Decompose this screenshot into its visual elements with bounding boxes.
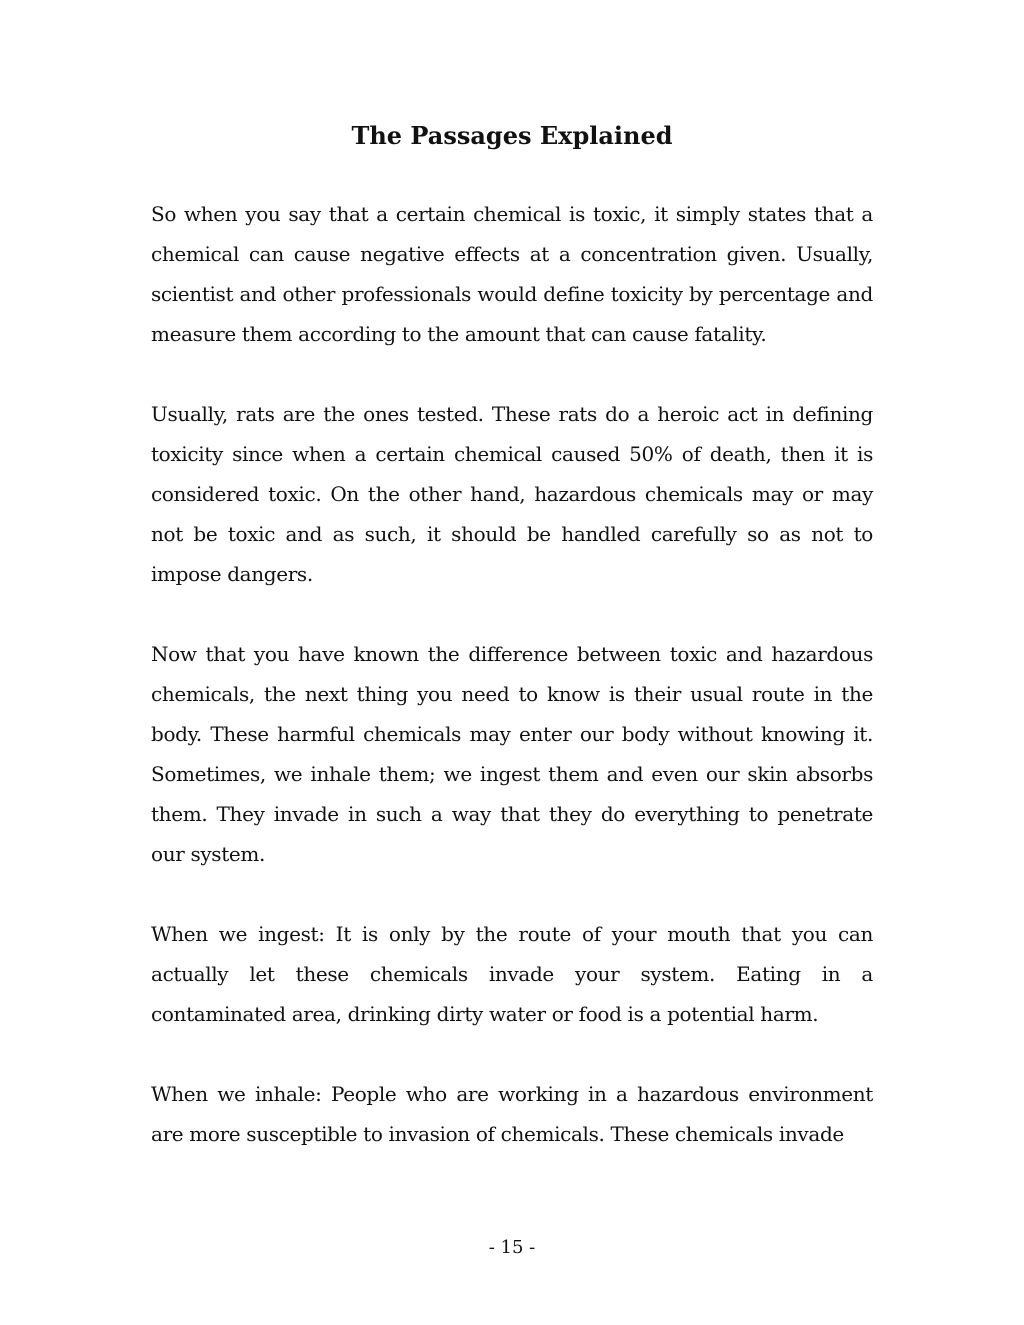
paragraph-5: When we inhale: People who are working in a hazardous environment are more susceptible to invasion of chemicals. These chemicals invade	[151, 1082, 873, 1146]
body-text	[151, 194, 873, 1154]
paragraph-3: Now that you have known the difference between toxic and hazardous chemicals, the next thing you need to know is their usual route in the body. These harmful chemicals may enter our body without knowing it. Sometimes, we inhale them; we ingest them and even our skin absorbs them. They invade in such a way that they do everything to penetrate our system.	[151, 642, 873, 866]
page-number: - 15 -	[488, 1237, 536, 1258]
paragraph-4: When we ingest: It is only by the route of your mouth that you can actually let these chemicals invade your system. Eating in a contaminated area, drinking dirty water or food is a potential harm.	[151, 922, 873, 1026]
paragraph-2: Usually, rats are the ones tested. These rats do a heroic act in defining toxicity since when a certain chemical caused 50% of death, then it is considered toxic. On the other hand, hazardous chemicals may or may not be toxic and as such, it should be handled carefully so as not to impose dangers.	[151, 402, 873, 586]
paragraph-1: So when you say that a certain chemical is toxic, it simply states that a chemical can cause negative effects at a concentration given. Usually, scientist and other professionals would define toxicity by percentage and measure them according to the amount that can cause fatality.	[151, 202, 873, 346]
page-title: The Passages Explained	[351, 121, 673, 150]
